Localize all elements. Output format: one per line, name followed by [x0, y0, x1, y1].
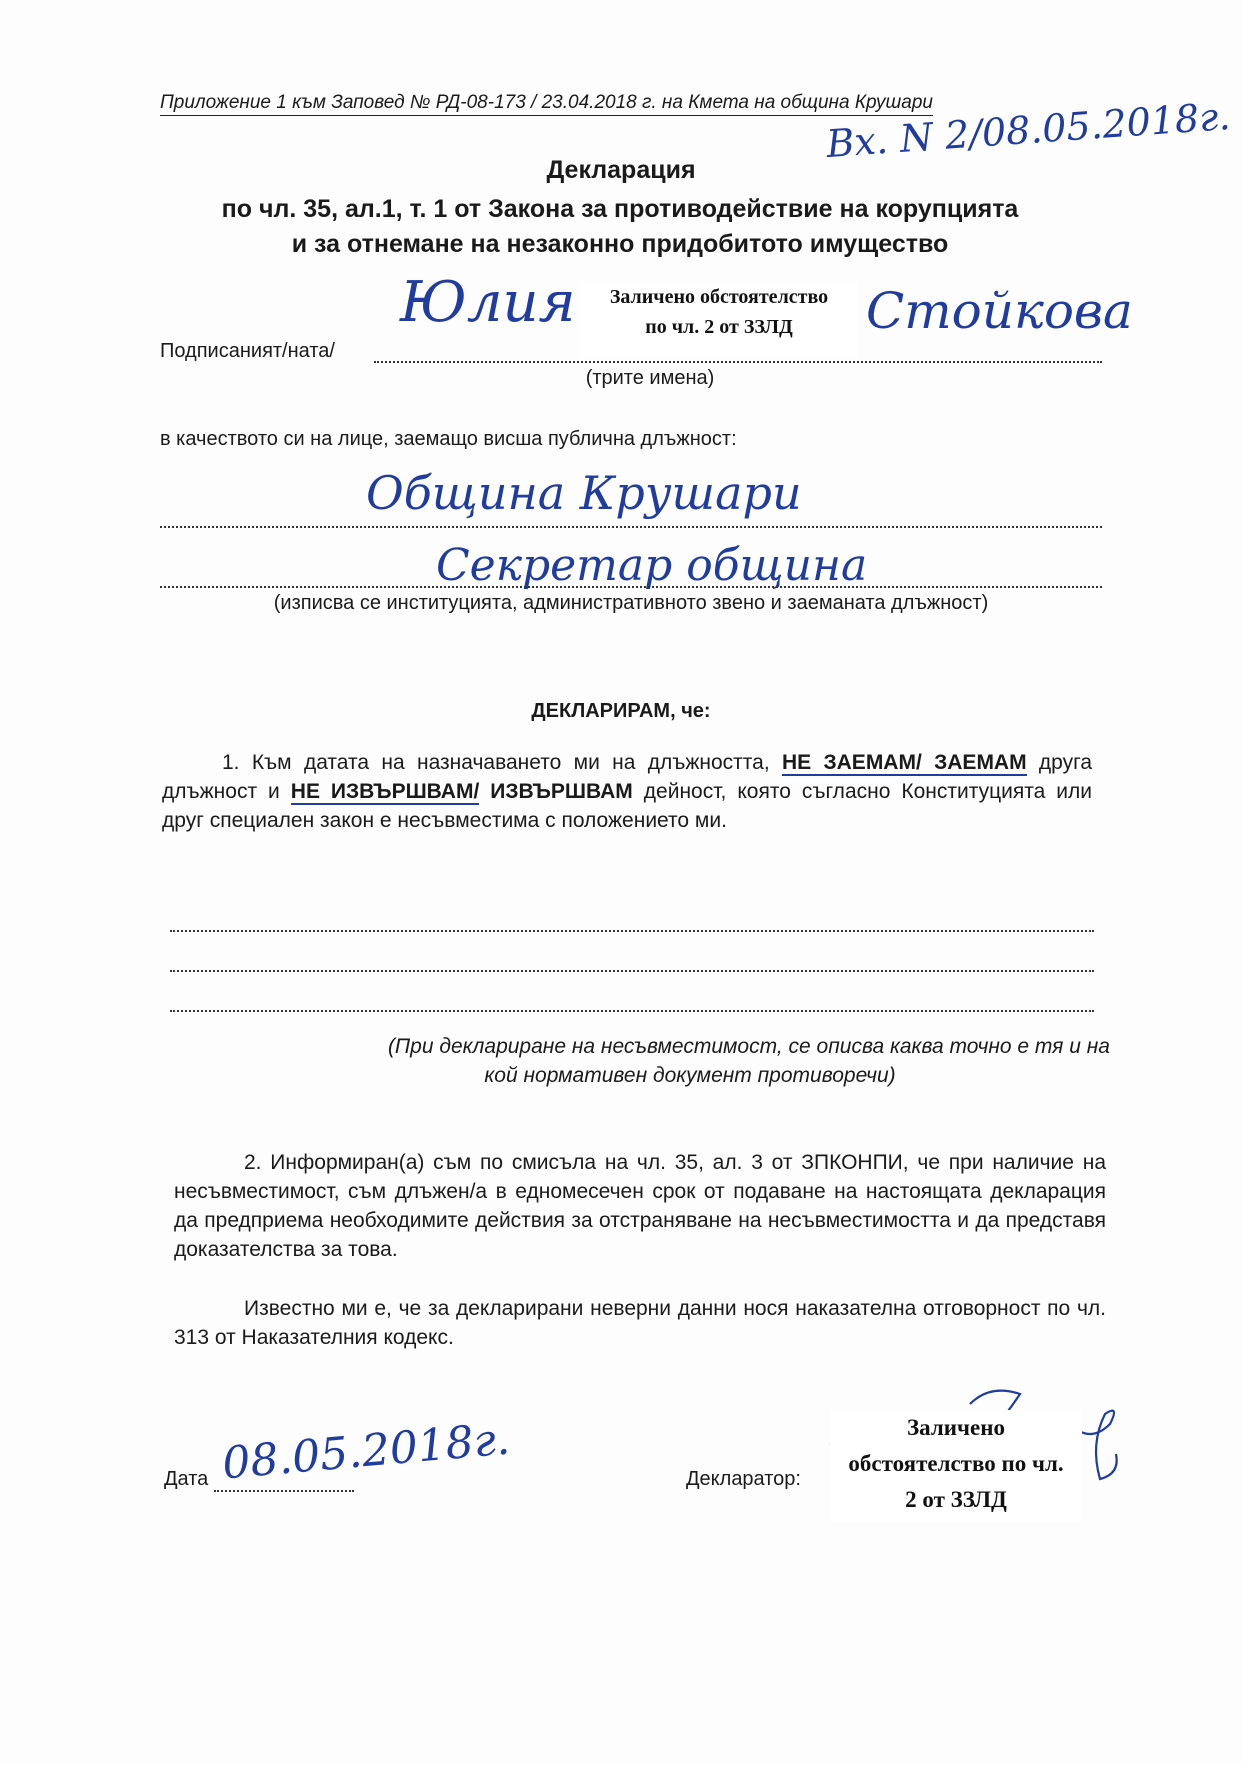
signee-dotted-line — [374, 361, 1102, 363]
position-line-2-handwritten: Секретар община — [436, 540, 868, 591]
item-1-paragraph — [162, 748, 1092, 835]
signee-redaction-line-1: Заличено обстоятелство — [609, 286, 829, 308]
incompat-dotted-line-3 — [170, 1010, 1094, 1012]
date-dotted-line — [214, 1490, 354, 1492]
signee-first-name-handwritten: Юлия — [400, 270, 576, 335]
position-dotted-line-1 — [160, 526, 1102, 528]
signee-caption: (трите имена) — [585, 367, 715, 389]
incompat-dotted-line-2 — [170, 970, 1094, 972]
incompat-note-line-1: (При деклариране на несъвместимост, се описва каква точно е тя и на — [387, 1035, 1110, 1058]
item-1-text-part-1: 1. Към датата на назначаването ми на длъжността, — [222, 751, 782, 774]
incompat-note-line-2: кой нормативен документ противоречи) — [484, 1064, 896, 1087]
position-dotted-line-2 — [160, 586, 1102, 588]
signee-row — [160, 340, 335, 363]
document-subtitle — [120, 192, 1120, 262]
item-1-text-part-2: друга длъжност и — [162, 751, 1092, 803]
position-label: в качеството си на лице, заемащо висша публична длъжност: — [160, 428, 737, 450]
position-caption: (изписва се институцията, административното звено и заеманата длъжност) — [273, 592, 989, 614]
document-title: Декларация — [546, 156, 696, 184]
date-label: Дата — [164, 1468, 209, 1490]
declarant-redaction-line-1: Заличено — [907, 1415, 1005, 1440]
item-1-bold-not-perform: НЕ ИЗВЪРШВАМ/ — [290, 780, 480, 803]
item-2-paragraph: 2. Информиран(а) съм по смисъла на чл. 35, ал. 3 от ЗПКОНПИ, че при наличие на несъвместимост, съм длъжен/а в едномесечен срок от подаване на настоящата декларация да предприема необходимите действия за отстраняване на несъвместимостта и да представя доказателства за това. — [174, 1151, 1106, 1261]
item-1-text-part-3: дейност, която съгласно Конституцията или друг специален закон е несъвместима с положението ми. — [162, 780, 1092, 832]
declarant-redaction-line-2: обстоятелство по чл. — [848, 1451, 1064, 1476]
declarant-label: Декларатор: — [686, 1468, 801, 1490]
signee-redaction-line-2: по чл. 2 от ЗЗЛД — [645, 316, 793, 338]
subtitle-line-2: и за отнемане на незаконно придобитото имущество — [291, 230, 949, 258]
appendix-note: Приложение 1 към Заповед № РД-08-173 / 23.04.2018 г. на Кмета на община Крушари — [160, 92, 933, 116]
incompat-dotted-line-1 — [170, 930, 1094, 932]
signee-last-name-handwritten: Стойкова — [866, 282, 1133, 340]
declarant-redaction-box — [830, 1410, 1082, 1522]
declarant-redaction-line-3: 2 от ЗЗЛД — [905, 1487, 1007, 1512]
declare-heading: ДЕКЛАРИРАМ, че: — [531, 700, 711, 722]
date-handwritten: 08.05.2018г. — [220, 1413, 512, 1490]
subtitle-line-1: по чл. 35, ал.1, т. 1 от Закона за противодействие на корупцията — [221, 195, 1019, 223]
item-1-bold-not-hold: НЕ ЗАЕМАМ/ ЗАЕМАМ — [782, 751, 1027, 774]
incompat-note — [230, 1032, 1110, 1090]
position-line-1-handwritten: Община Крушари — [366, 466, 802, 520]
signee-label: Подписаният/ната/ — [160, 340, 335, 362]
item-1-bold-perform: ИЗВЪРШВАМ — [479, 780, 633, 803]
registration-handwritten: Вх. N 2/08.05.2018г. — [824, 93, 1232, 167]
signee-redaction-box — [580, 282, 858, 358]
liability-paragraph: Известно ми е, че за декларирани неверни данни нося наказателна отговорност по чл. 313 от Наказателния кодекс. — [174, 1297, 1106, 1349]
